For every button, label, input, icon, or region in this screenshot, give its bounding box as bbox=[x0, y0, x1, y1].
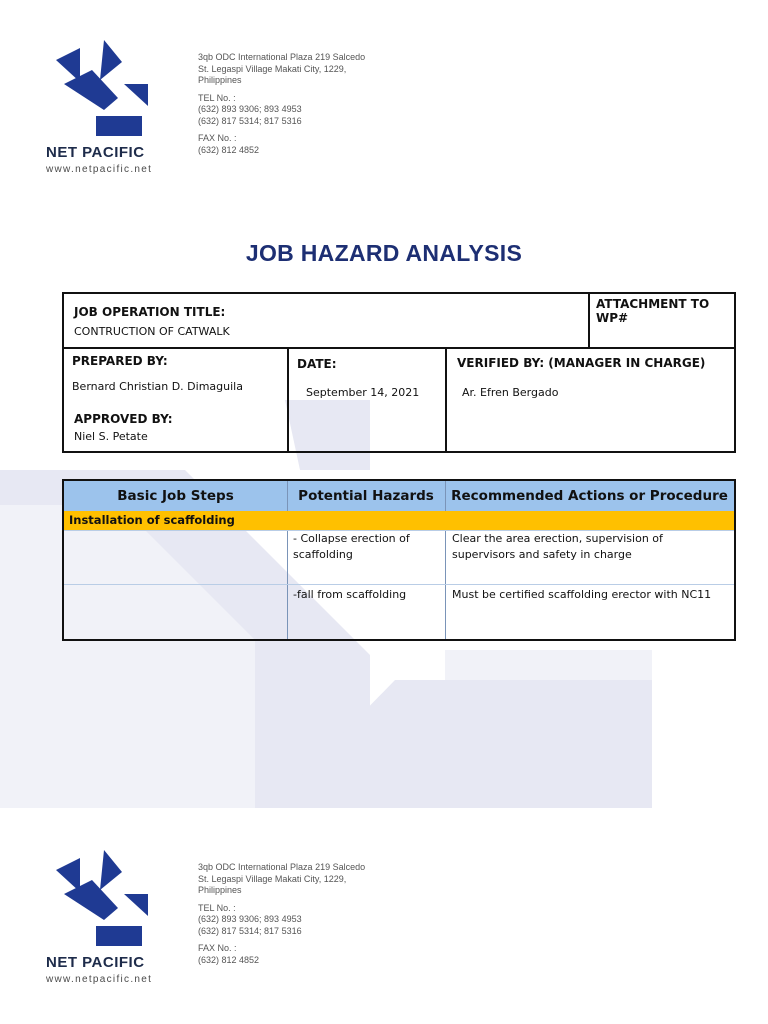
job-operation-label: JOB OPERATION TITLE: bbox=[74, 305, 226, 319]
hazard-cell bbox=[293, 587, 443, 603]
net-pacific-logo-icon bbox=[50, 40, 150, 140]
approved-by-value: Niel S. Petate bbox=[74, 430, 148, 443]
tel-number: (632) 817 5314; 817 5316 bbox=[198, 925, 302, 936]
address-line: St. Legaspi Village Makati City, 1229, bbox=[198, 63, 347, 74]
letterhead-header bbox=[44, 40, 464, 190]
brand-website: www.netpacific.net bbox=[46, 164, 153, 175]
column-header-job-steps: Basic Job Steps bbox=[117, 488, 234, 504]
hazard-text: -fall from scaffolding bbox=[293, 588, 407, 601]
prepared-by-value: Bernard Christian D. Dimaguila bbox=[72, 380, 243, 393]
document-title: JOB HAZARD ANALYSIS bbox=[245, 240, 523, 266]
action-text: supervisors and safety in charge bbox=[452, 548, 632, 561]
net-pacific-logo-icon bbox=[50, 850, 150, 950]
hazard-text: scaffolding bbox=[293, 548, 353, 561]
tel-label: TEL No. : bbox=[198, 92, 236, 103]
date-value: September 14, 2021 bbox=[306, 386, 420, 399]
hazard-text: - Collapse erection of bbox=[293, 532, 410, 545]
job-info-table bbox=[62, 292, 736, 453]
attachment-label: ATTACHMENT TO WP# bbox=[596, 297, 710, 325]
address-line: 3qb ODC International Plaza 219 Salcedo bbox=[198, 862, 366, 872]
hazard-analysis-table bbox=[62, 479, 736, 641]
brand-name: NET PACIFIC bbox=[46, 954, 145, 971]
job-operation-value: CONTRUCTION OF CATWALK bbox=[74, 325, 230, 338]
fax-number: (632) 812 4852 bbox=[198, 144, 260, 155]
section-row bbox=[64, 511, 734, 530]
brand-website: www.netpacific.net bbox=[46, 974, 153, 985]
fax-label: FAX No. : bbox=[198, 943, 237, 953]
section-title: Installation of scaffolding bbox=[69, 513, 235, 527]
address-line: 3qb ODC International Plaza 219 Salcedo bbox=[198, 52, 366, 62]
address-line: St. Legaspi Village Makati City, 1229, bbox=[198, 873, 347, 884]
verified-by-value: Ar. Efren Bergado bbox=[462, 386, 559, 399]
fax-label: FAX No. : bbox=[198, 133, 237, 143]
verified-by-label: VERIFIED BY: (MANAGER IN CHARGE) bbox=[457, 356, 706, 370]
company-address bbox=[198, 52, 398, 156]
address-line: Philippines bbox=[198, 885, 242, 895]
action-cell bbox=[452, 531, 732, 563]
date-label: DATE: bbox=[297, 357, 337, 371]
action-cell bbox=[452, 587, 732, 603]
tel-number: (632) 893 9306; 893 4953 bbox=[198, 104, 302, 114]
address-line: Philippines bbox=[198, 75, 242, 85]
tel-label: TEL No. : bbox=[198, 902, 236, 913]
column-header-hazards: Potential Hazards bbox=[298, 488, 434, 504]
approved-by-label: APPROVED BY: bbox=[74, 412, 173, 426]
tel-number: (632) 817 5314; 817 5316 bbox=[198, 115, 302, 126]
letterhead-footer bbox=[44, 850, 464, 1000]
action-text: Must be certified scaffolding erector with NC11 bbox=[452, 588, 712, 601]
company-address bbox=[198, 862, 398, 966]
brand-name: NET PACIFIC bbox=[46, 144, 145, 161]
prepared-by-label: PREPARED BY: bbox=[72, 354, 168, 368]
table-header-row bbox=[64, 481, 734, 512]
hazard-cell bbox=[293, 531, 443, 563]
fax-number: (632) 812 4852 bbox=[198, 954, 260, 965]
tel-number: (632) 893 9306; 893 4953 bbox=[198, 914, 302, 924]
action-text: Clear the area erection, supervision of bbox=[452, 532, 663, 545]
column-header-actions: Recommended Actions or Procedure bbox=[451, 488, 728, 504]
